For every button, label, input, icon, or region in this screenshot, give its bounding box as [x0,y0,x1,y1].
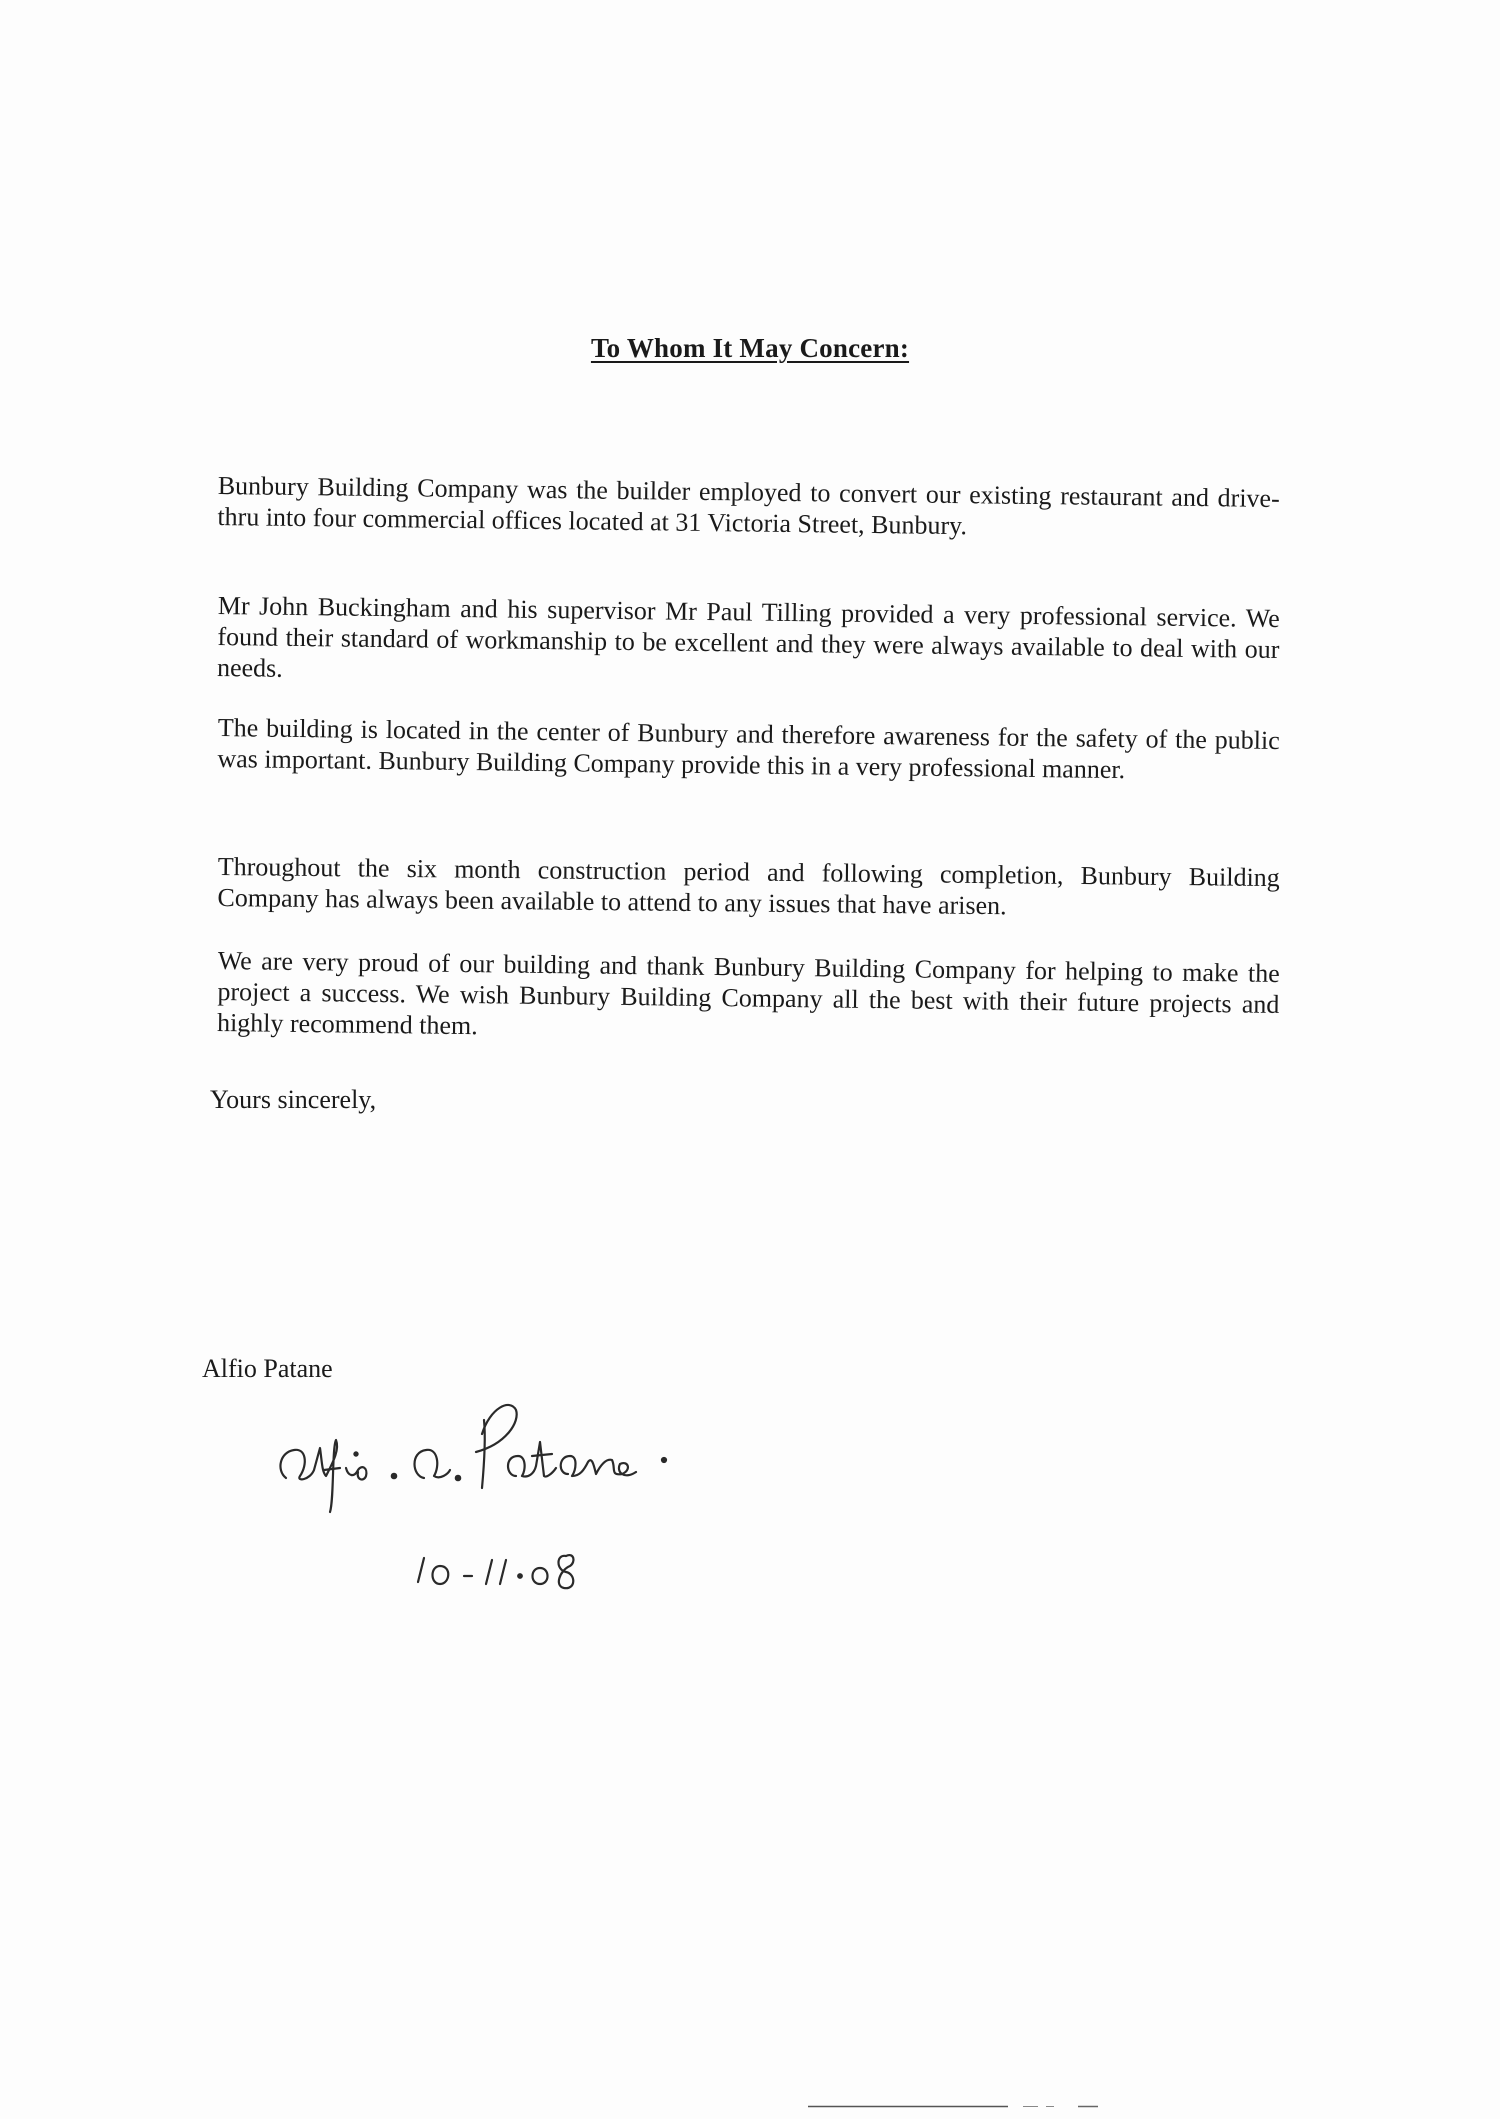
letter-paragraph: We are very proud of our building and thank Bunbury Building Company for helping to make the project a success. We wish Bunbury Building Company all the best with their future projects and highly recommend them. [216,945,1280,1041]
letter-paragraph: Throughout the six month construction period and following completion, Bunbury Building Company has always been available to attend to any issues that have arisen. [217,851,1280,921]
scan-edge-mark [808,2105,1108,2108]
letter-paragraph: The building is located in the center of Bunbury and therefore awareness for the safety of the public was important. Bunbury Building Company provide this in a very professional manner. [217,712,1280,785]
handwritten-signature [270,1390,700,1610]
letter-paragraph: Bunbury Building Company was the builder employed to convert our existing restaurant and drive-thru into four commercial offices located at 31 Victoria Street, Bunbury. [217,470,1280,541]
letter-closing: Yours sincerely, [210,1085,377,1114]
letter-paragraph: Mr John Buckingham and his supervisor Mr Paul Tilling provided a very professional service. We found their standard of workmanship to be excellent and they were always available to deal with our needs. [216,590,1280,683]
letter-title: To Whom It May Concern: [590,333,910,363]
signer-name: Alfio Patane [202,1354,333,1383]
